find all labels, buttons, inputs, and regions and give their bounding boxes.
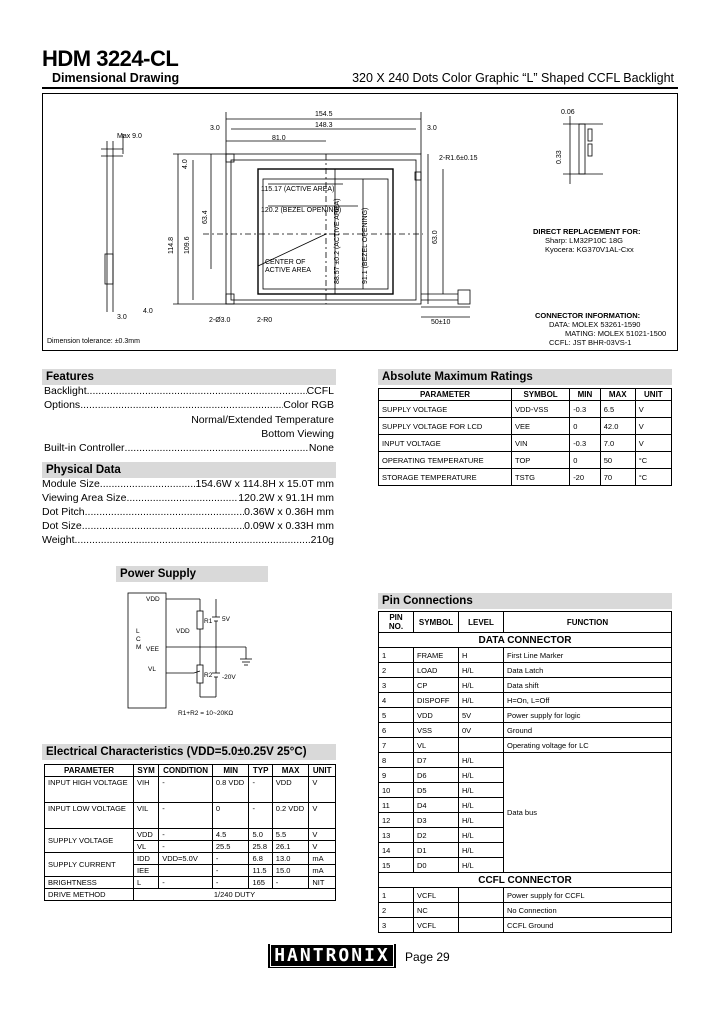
dim-2-r0: 2-R0 [257, 317, 273, 324]
col-pin-no: PIN NO. [379, 612, 414, 633]
connector-line: MATING: MOLEX 51021-1500 [565, 329, 667, 338]
feature-row: Normal/Extended Temperature [191, 414, 334, 426]
center-label-2: ACTIVE AREA [265, 267, 311, 274]
col-max: MAX [600, 389, 635, 401]
dim-3-0-bottom: 3.0 [117, 314, 127, 321]
col-max: MAX [272, 765, 309, 777]
connector-title: CONNECTOR INFORMATION: [535, 311, 641, 320]
ps-vee-label: VEE [146, 646, 160, 653]
feature-row: Bottom Viewing [261, 428, 334, 440]
ps-r1-label: R1 [204, 618, 213, 625]
bezel-opening-v: 91.1 (BEZEL OPENING) [362, 207, 369, 284]
dim-148-3: 148.3 [315, 122, 333, 129]
table-header-row [45, 765, 336, 777]
page-title: HDM 3224-CL [42, 46, 179, 71]
ps-vdd-inner-label: VDD [176, 628, 190, 635]
product-description: 320 X 240 Dots Color Graphic “L” Shaped CCFL Backlight [352, 71, 674, 85]
table-row: INPUT HIGH VOLTAGE VIH - 0.8 VDD - VDD V [45, 777, 336, 803]
ps-m-label: M [136, 644, 142, 651]
col-parameter: PARAMETER [45, 765, 134, 777]
feature-row: Backlight ..... CCFL [44, 385, 334, 397]
table-row: 5 VDD 5V Power supply for logic [379, 708, 672, 723]
dim-4-0: 4.0 [143, 308, 153, 315]
replacement-title: DIRECT REPLACEMENT FOR: [533, 227, 641, 236]
physical-row: Dot Size ..... 0.09W x 0.33H mm [42, 520, 334, 532]
abs-max-table [378, 388, 672, 486]
dim-2-0: 2-Ø3.0 [209, 317, 231, 324]
table-row: 9 D6 H/L [379, 768, 672, 783]
table-row: 3 VCFL CCFL Ground [379, 918, 672, 933]
dim-0-33a: 0.33 [556, 150, 563, 164]
physical-row: Module Size ..... 154.6W x 114.8H x 15.0T mm [42, 478, 334, 490]
table-row: IEE - 11.5 15.0 mA [45, 865, 336, 877]
ps-r2-label: R2 [204, 672, 213, 679]
pin-connections-heading: Pin Connections [378, 593, 672, 609]
table-row: SUPPLY VOLTAGE VDD - 4.5 5.0 5.5 V [45, 829, 336, 841]
bezel-opening-label: 120.2 (BEZEL OPENING) [261, 207, 342, 214]
table-row: 1 VCFL Power supply for CCFL [379, 888, 672, 903]
dim-81-0: 81.0 [272, 135, 286, 142]
col-unit: UNIT [309, 765, 336, 777]
table-row: INPUT LOW VOLTAGE VIL - 0 - 0.2 VDD V [45, 803, 336, 829]
col-function: FUNCTION [504, 612, 672, 633]
table-row: SUPPLY VOLTAGE VDD-VSS -0.3 6.5 V [379, 401, 672, 418]
col-sym: SYM [134, 765, 159, 777]
features-heading: Features [42, 369, 336, 385]
table-row: 4 DISPOFF H/L H=On, L=Off [379, 693, 672, 708]
center-label-1: CENTER OF [265, 259, 306, 266]
ps-c-label: C [136, 636, 141, 643]
data-connector-title: DATA CONNECTOR [379, 633, 672, 648]
electrical-table [44, 764, 336, 901]
ps-vl-label: VL [148, 666, 156, 673]
connector-line: DATA: MOLEX 53261-1590 [549, 320, 641, 329]
table-row: INPUT VOLTAGE VIN -0.3 7.0 V [379, 435, 672, 452]
replacement-line: Sharp: LM32P10C 18G [545, 236, 623, 245]
power-supply-svg [116, 583, 268, 719]
data-bus-label: Data bus [504, 753, 672, 873]
ps-20v-label: -20V [222, 674, 236, 681]
table-row: 7 VL Operating voltage for LC [379, 738, 672, 753]
col-symbol: SYMBOL [414, 612, 459, 633]
table-header-row [379, 389, 672, 401]
ps-l-label: L [136, 628, 140, 635]
table-row: STORAGE TEMPERATURE TSTG -20 70 °C [379, 469, 672, 486]
col-typ: TYP [249, 765, 272, 777]
pin-table [378, 611, 672, 933]
ccfl-connector-title: CCFL CONNECTOR [379, 873, 672, 888]
table-header-row [379, 612, 672, 633]
table-row: 10 D5 H/L [379, 783, 672, 798]
replacement-line: Kyocera: KG370V1AL-Cxx [545, 245, 634, 254]
page-number: Page 29 [405, 950, 450, 964]
hantronix-logo: HANTRONIX [268, 944, 396, 968]
ps-5v-label: 5V [222, 616, 230, 623]
table-row: 11 D4 H/L [379, 798, 672, 813]
feature-row: Options ..... Color RGB [44, 399, 334, 411]
col-min: MIN [212, 765, 249, 777]
col-unit: UNIT [635, 389, 671, 401]
electrical-heading: Electrical Characteristics (VDD=5.0±0.25V 25°C) [42, 744, 336, 760]
active-area-label: 115.17 (ACTIVE AREA) [261, 186, 335, 193]
dim-63-4: 63.4 [202, 210, 209, 224]
physical-row: Weight ..... 210g [42, 534, 334, 546]
table-row: 8 D7 H/L Data bus [379, 753, 672, 768]
table-row: BRIGHTNESS L - - 165 - NIT [45, 877, 336, 889]
table-row: 15 D0 H/L [379, 858, 672, 873]
table-row: 14 D1 H/L [379, 843, 672, 858]
table-row: 13 D2 H/L [379, 828, 672, 843]
dim-r1-6: 2-R1.6±0.15 [439, 155, 478, 162]
active-area-v: 88.57 ±0.2 (ACTIVE AREA) [334, 198, 341, 284]
table-row: 1 FRAME H First Line Marker [379, 648, 672, 663]
col-level: LEVEL [459, 612, 504, 633]
dim-154-5: 154.5 [315, 111, 333, 118]
power-supply-diagram [116, 583, 268, 719]
physical-row: Dot Pitch ..... 0.36W x 0.36H mm [42, 506, 334, 518]
dim-114-8: 114.8 [168, 237, 175, 254]
table-row: OPERATING TEMPERATURE TOP 0 50 °C [379, 452, 672, 469]
power-supply-heading: Power Supply [116, 566, 268, 582]
dim-0-06: 0.06 [561, 109, 575, 116]
dim-4-0-top: 4.0 [182, 159, 189, 169]
dim-3-0-left: 3.0 [210, 125, 220, 132]
col-parameter: PARAMETER [379, 389, 512, 401]
table-row: SUPPLY VOLTAGE FOR LCD VEE 0 42.0 V [379, 418, 672, 435]
section-title: Dimensional Drawing [52, 71, 180, 85]
physical-heading: Physical Data [42, 462, 336, 478]
dim-63-0: 63.0 [432, 230, 439, 244]
col-min: MIN [570, 389, 601, 401]
ps-vdd-label: VDD [146, 596, 160, 603]
col-condition: CONDITION [159, 765, 213, 777]
table-row: 2 NC No Connection [379, 903, 672, 918]
table-row: SUPPLY CURRENT IDD VDD=5.0V - 6.8 13.0 mA [45, 853, 336, 865]
physical-row: Viewing Area Size ..... 120.2W x 91.1H mm [42, 492, 334, 504]
table-row: 3 CP H/L Data shift [379, 678, 672, 693]
dim-3-0-right: 3.0 [427, 125, 437, 132]
feature-row: Built-in Controller ..... None [44, 442, 334, 454]
col-symbol: SYMBOL [512, 389, 570, 401]
replacement-block [533, 227, 683, 254]
connector-info [535, 311, 675, 347]
tolerance-note: Dimension tolerance: ±0.3mm [47, 338, 140, 345]
dim-50: 50±10 [431, 319, 451, 326]
table-row: 12 D3 H/L [379, 813, 672, 828]
table-row: VL - 25.5 25.8 26.1 V [45, 841, 336, 853]
abs-max-heading: Absolute Maximum Ratings [378, 369, 672, 385]
table-row: 2 LOAD H/L Data Latch [379, 663, 672, 678]
dim-max-9: Max 9.0 [117, 133, 142, 140]
dim-109-6: 109.6 [184, 236, 191, 254]
table-row: DRIVE METHOD 1/240 DUTY [45, 889, 336, 901]
table-row: 6 VSS 0V Ground [379, 723, 672, 738]
header-rule [42, 87, 678, 89]
ps-resistor-note: R1+R2 = 10~20KΩ [178, 710, 234, 717]
dimensional-drawing [42, 93, 678, 351]
connector-line: CCFL: JST BHR-03VS-1 [549, 338, 632, 347]
